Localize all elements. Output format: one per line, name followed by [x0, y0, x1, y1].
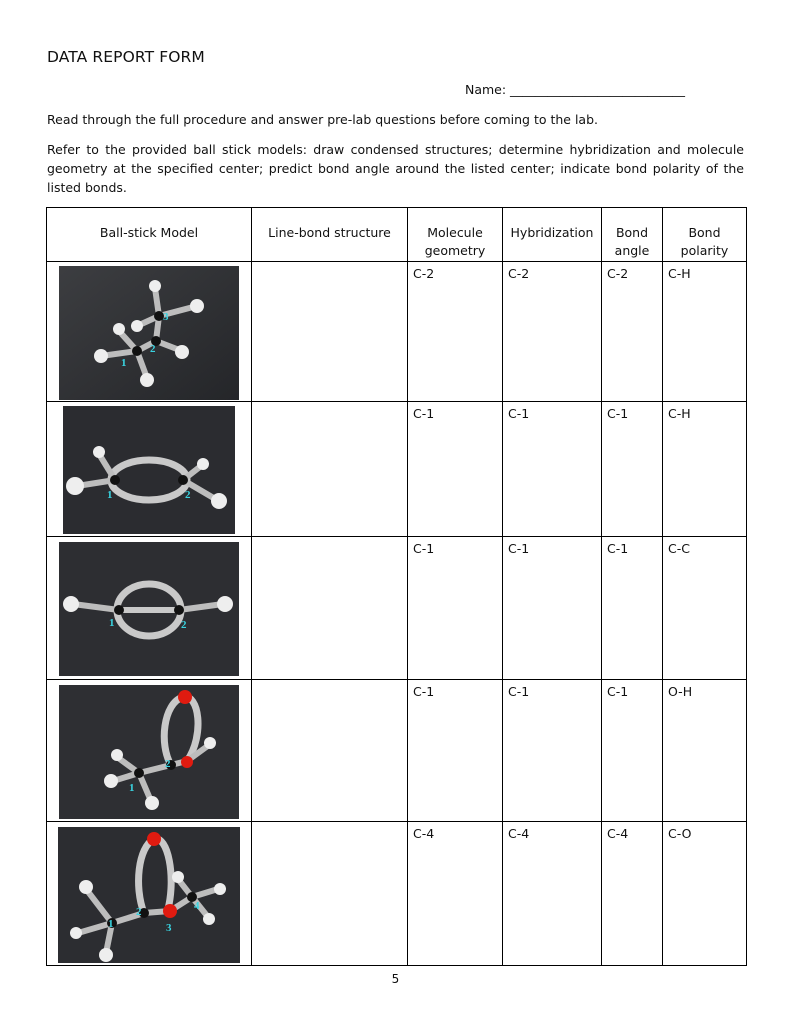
- table-row: [47, 822, 747, 966]
- ball-stick-model-cell: [47, 680, 252, 822]
- instruction-prelab: Read through the full procedure and answer pre-lab questions before coming to the lab.: [47, 112, 598, 127]
- geometry-cell: C-1: [408, 537, 503, 680]
- geometry-cell: C-2: [408, 262, 503, 402]
- carbon-label: 1: [129, 781, 135, 794]
- geometry-cell: C-1: [408, 402, 503, 537]
- geometry-cell: C-1: [408, 680, 503, 822]
- bond-angle-cell: C-2: [602, 262, 663, 402]
- ball-stick-model-cell: [47, 537, 252, 680]
- header-ball-stick-model: Ball-stick Model: [47, 208, 252, 262]
- bond-angle-cell: C-1: [602, 537, 663, 680]
- table-header-row: [47, 208, 747, 262]
- page-number: 5: [391, 972, 400, 986]
- ball-stick-photo-5: [58, 827, 240, 963]
- table-row: [47, 680, 747, 822]
- carbon-label: 2: [185, 489, 191, 501]
- ball-stick-photo-4: [59, 685, 239, 819]
- hybridization-cell: C-4: [503, 822, 602, 966]
- ball-stick-photo-2: [63, 406, 235, 534]
- line-bond-structure-cell[interactable]: [252, 537, 408, 680]
- header-bond-angle: Bond angle: [602, 208, 663, 262]
- bond-polarity-cell: C-O: [663, 822, 747, 966]
- carbon-label: 1: [121, 356, 127, 369]
- carbon-label: 1: [107, 489, 113, 501]
- line-bond-structure-cell[interactable]: [252, 822, 408, 966]
- table-row: [47, 262, 747, 402]
- bond-polarity-cell: C-H: [663, 402, 747, 537]
- line-bond-structure-cell[interactable]: [252, 402, 408, 537]
- table-row: [47, 537, 747, 680]
- hybridization-cell: C-1: [503, 537, 602, 680]
- name-field-label: Name: ____________________________: [465, 82, 686, 97]
- carbon-label: 2: [165, 757, 171, 770]
- geometry-cell: C-4: [408, 822, 503, 966]
- carbon-label: 2: [136, 905, 142, 918]
- hybridization-cell: C-1: [503, 402, 602, 537]
- carbon-label: 2: [181, 619, 187, 631]
- bond-angle-cell: C-1: [602, 402, 663, 537]
- header-line-bond-structure: Line-bond structure: [252, 208, 408, 262]
- ball-stick-photo-3: [59, 542, 239, 676]
- data-report-table: [46, 207, 747, 966]
- ball-stick-photo-1: [59, 266, 239, 400]
- carbon-label: 1: [109, 617, 115, 629]
- oxygen-label: 3: [166, 921, 172, 934]
- header-molecule-geometry: Molecule geometry: [408, 208, 503, 262]
- bond-polarity-cell: C-H: [663, 262, 747, 402]
- hybridization-cell: C-1: [503, 680, 602, 822]
- carbon-label: 4: [194, 899, 200, 912]
- header-hybridization: Hybridization: [503, 208, 602, 262]
- table-row: [47, 402, 747, 537]
- page-title: DATA REPORT FORM: [47, 48, 205, 66]
- bond-angle-cell: C-4: [602, 822, 663, 966]
- bond-polarity-cell: O-H: [663, 680, 747, 822]
- line-bond-structure-cell[interactable]: [252, 680, 408, 822]
- ball-stick-model-cell: [47, 822, 252, 966]
- bond-angle-cell: C-1: [602, 680, 663, 822]
- carbon-label: 3: [163, 310, 169, 323]
- carbon-label: 2: [150, 342, 156, 355]
- ball-stick-model-cell: [47, 402, 252, 537]
- bond-polarity-cell: C-C: [663, 537, 747, 680]
- instruction-procedure: Refer to the provided ball stick models: draw condensed structures; determine hybridization and molecule geometry at the specified center; predict bond angle around the listed center; indicate bond polarity of the listed bonds.: [47, 142, 744, 195]
- header-bond-polarity: Bond polarity: [663, 208, 747, 262]
- ball-stick-model-cell: [47, 262, 252, 402]
- carbon-label: 1: [108, 917, 114, 930]
- line-bond-structure-cell[interactable]: [252, 262, 408, 402]
- hybridization-cell: C-2: [503, 262, 602, 402]
